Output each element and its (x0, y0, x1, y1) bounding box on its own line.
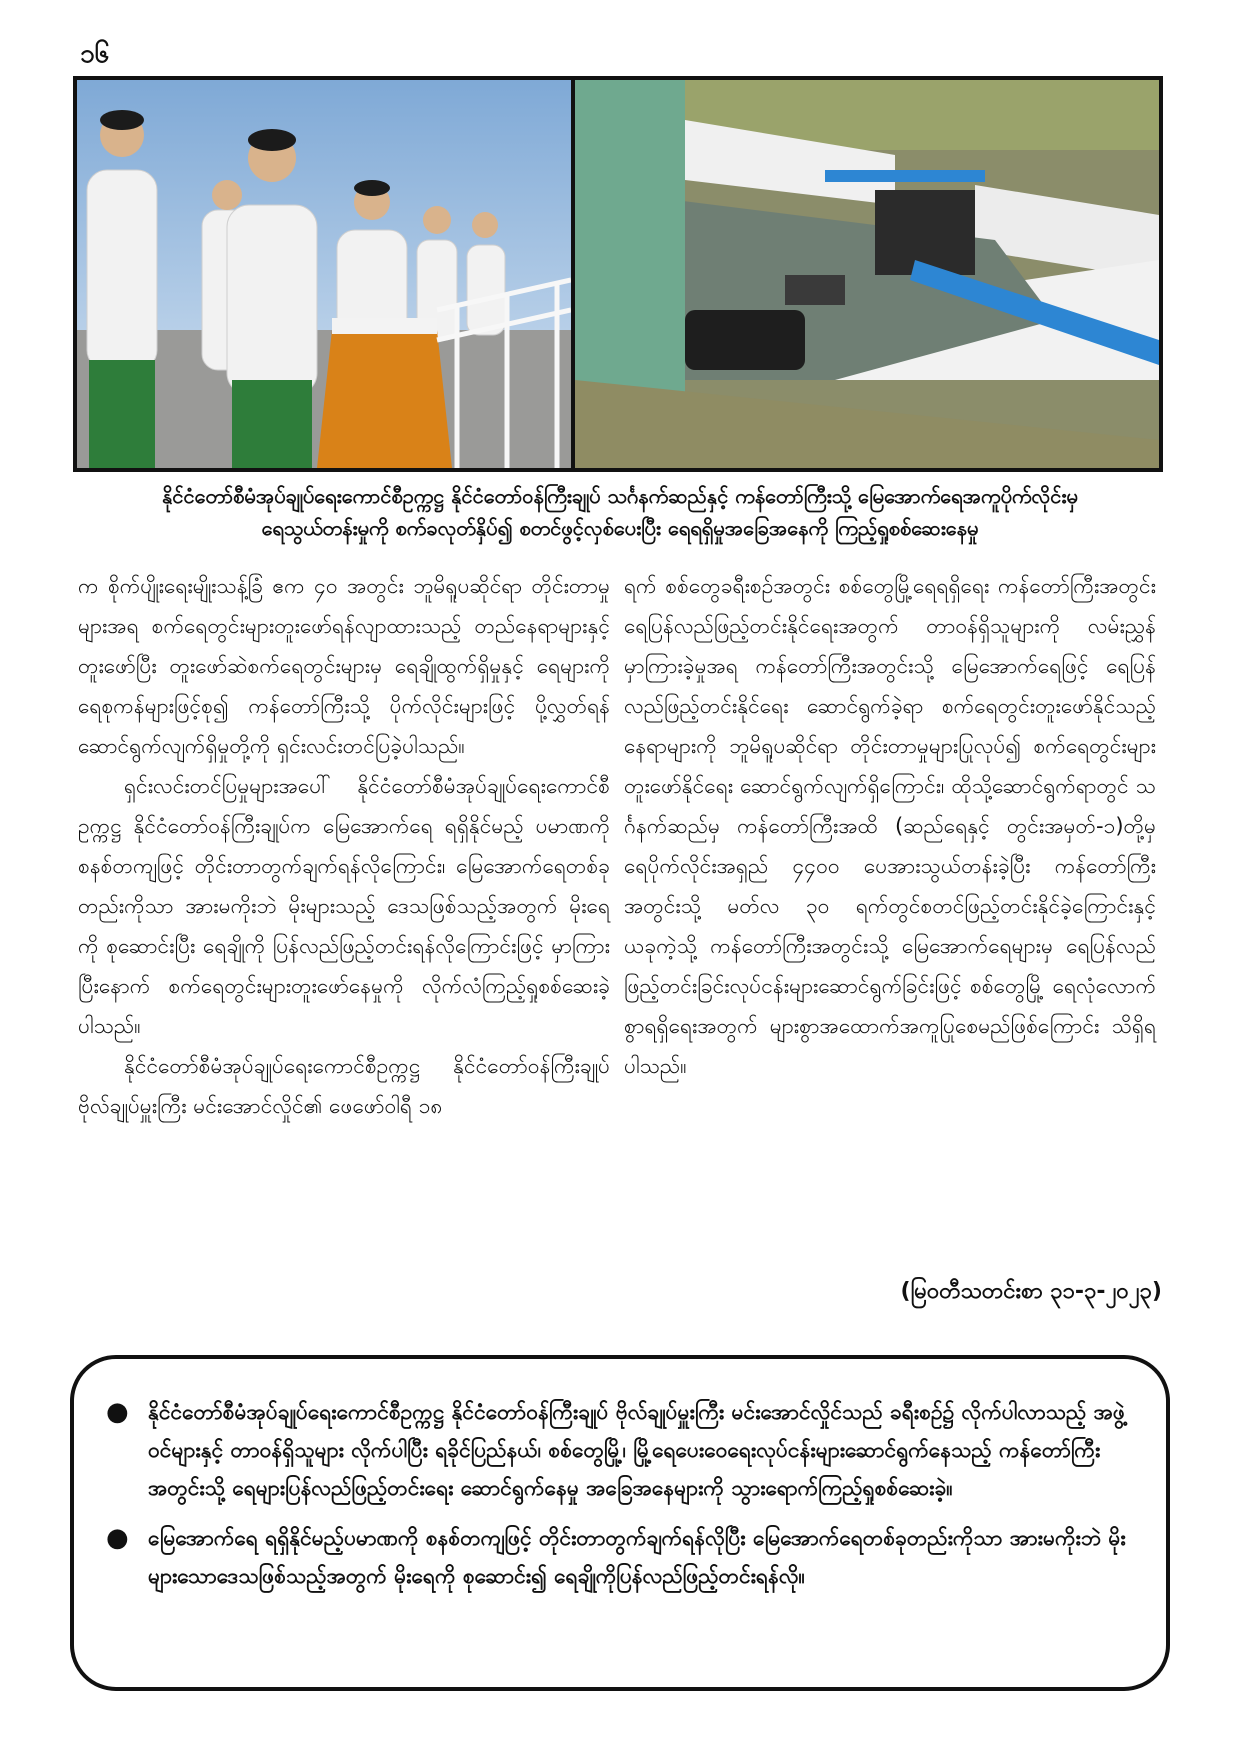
photo-frame (73, 76, 1163, 472)
article-column-right (624, 566, 1156, 1086)
article-paragraph: ရှင်းလင်းတင်ပြမှုများအပေါ် နိုင်ငံတော်စီမံအုပ်ချုပ်ရေးကောင်စီဥက္ကဋ္ဌ နိုင်ငံတော်ဝန်ကြီးချုပ်က မြေအောက်ရေ ရရှိနိုင်မည့် ပမာဏကို စနစ်တကျဖြင့် တိုင်းတာတွက်ချက်ရန်လိုကြောင်း၊ မြေအောက်ရေတစ်ခုတည်းကိုသာ အားမကိုးဘဲ မိုးများသည့် ဒေသဖြစ်သည့်အတွက် မိုးရေကို စုဆောင်းပြီး ရေချိုကို ပြန်လည်ဖြည့်တင်းရန်လိုကြောင်းဖြင့် မှာကြားပြီးနောက် စက်ရေတွင်းများတူးဖော်နေမှုကို လိုက်လံကြည့်ရှုစစ်ဆေးခဲ့ပါသည်။ (78, 774, 610, 1038)
summary-item-text: နိုင်ငံတော်စီမံအုပ်ချုပ်ရေးကောင်စီဥက္ကဋ္ဌ နိုင်ငံတော်ဝန်ကြီးချုပ် ဗိုလ်ချုပ်မှူးကြီး မင်းအောင်လှိုင်သည် ခရီးစဉ်၌ လိုက်ပါလာသည့် အဖွဲ့ဝင်များနှင့် တာဝန်ရှိသူများ လိုက်ပါပြီး ရခိုင်ပြည်နယ်၊ စစ်တွေမြို့၊ မြို့ရေပေးဝေရေးလုပ်ငန်းများဆောင်ရွက်နေသည့် ကန်တော်ကြီးအတွင်းသို့ ရေများပြန်လည်ဖြည့်တင်းရေး ဆောင်ရွက်နေမှု အခြေအနေများကို သွားရောက်ကြည့်ရှုစစ်ဆေးခဲ့။ (148, 1400, 1125, 1500)
bullet-icon: ● (106, 1397, 129, 1427)
article-column-left (78, 566, 610, 1126)
photo-right (575, 80, 1159, 468)
article-paragraph: ရက် စစ်တွေခရီးစဉ်အတွင်း စစ်တွေမြို့ရေရရှိရေး ကန်တော်ကြီးအတွင်း ရေပြန်လည်ဖြည့်တင်းနိုင်ရေးအတွက် တာဝန်ရှိသူများကို လမ်းညွှန်မှာကြားခဲ့မှုအရ ကန်တော်ကြီးအတွင်းသို့ မြေအောက်ရေဖြင့် ရေပြန်လည်ဖြည့်တင်းနိုင်ရေး ဆောင်ရွက်ခဲ့ရာ စက်ရေတွင်းတူးဖော်နိုင်သည့်နေရာများကို ဘူမိရူပဆိုင်ရာ တိုင်းတာမှုများပြုလုပ်၍ စက်ရေတွင်းများတူးဖော်နိုင်ရေး ဆောင်ရွက်လျက်ရှိကြောင်း၊ ထိုသို့ဆောင်ရွက်ရာတွင် သင်္ဂနက်ဆည်မှ ကန်တော်ကြီးအထိ (ဆည်ရေနှင့် တွင်းအမှတ်-၁)တို့မှ ရေပိုက်လိုင်းအရှည် ၄၄၀၀ ပေအားသွယ်တန်းခဲ့ပြီး ကန်တော်ကြီးအတွင်းသို့ မတ်လ ၃၀ ရက်တွင်စတင်ဖြည့်တင်းနိုင်ခဲ့ကြောင်းနှင့် ယခုကဲ့သို့ ကန်တော်ကြီးအတွင်းသို့ မြေအောက်ရေများမှ ရေပြန်လည်ဖြည့်တင်းခြင်းလုပ်ငန်းများဆောင်ရွက်ခြင်းဖြင့် စစ်တွေမြို့ ရေလုံလောက်စွာရရှိရေးအတွက် များစွာအထောက်အကူပြုစေမည်ဖြစ်ကြောင်း သိရှိရပါသည်။ (624, 574, 1156, 1078)
summary-item (98, 1519, 1138, 1595)
bullet-icon: ● (106, 1523, 129, 1553)
summary-list (98, 1393, 1138, 1607)
photo-caption (90, 480, 1150, 544)
article-paragraph: က စိုက်ပျိုးရေးမျိုးသန့်ခြံ ဧက ၄၀ အတွင်း ဘူမိရူပဆိုင်ရာ တိုင်းတာမှုများအရ စက်ရေတွင်းများတူးဖော်ရန်လျာထားသည့် တည်နေရာများနှင့် တူးဖော်ပြီး တူးဖော်ဆဲစက်ရေတွင်းများမှ ရေချိုထွက်ရှိမှုနှင့် ရေများကိုရေစုကန်များဖြင့်စု၍ ကန်တော်ကြီးသို့ ပိုက်လိုင်းများဖြင့် ပို့လွှတ်ရန် ဆောင်ရွက်လျက်ရှိမှုတို့ကို ရှင်းလင်းတင်ပြခဲ့ပါသည်။ (78, 574, 610, 758)
summary-box (70, 1355, 1170, 1691)
article-paragraph: နိုင်ငံတော်စီမံအုပ်ချုပ်ရေးကောင်စီဥက္ကဋ္ဌ နိုင်ငံတော်ဝန်ကြီးချုပ် ဗိုလ်ချုပ်မှူးကြီး မင်းအောင်လှိုင်၏ ဖေဖော်ဝါရီ ၁၈ (78, 1054, 610, 1118)
page-number: ၁၆ (80, 39, 110, 69)
summary-item-text: မြေအောက်ရေ ရရှိနိုင်မည့်ပမာဏကို စနစ်တကျဖြင့် တိုင်းတာတွက်ချက်ရန်လိုပြီး မြေအောက်ရေတစ်ခုတည်းကိုသာ အားမကိုးဘဲ မိုးများသောဒေသဖြစ်သည့်အတွက် မိုးရေကို စုဆောင်း၍ ရေချိုကိုပြန်လည်ဖြည့်တင်းရန်လို။ (148, 1526, 1126, 1588)
photo-left (77, 80, 571, 468)
caption-line-1: နိုင်ငံတော်စီမံအုပ်ချုပ်ရေးကောင်စီဥက္ကဋ္ဌ နိုင်ငံတော်ဝန်ကြီးချုပ် သင်္ဂနက်ဆည်နှင့် ကန်တော်ကြီးသို့ မြေအောက်ရေအကူပိုက်လိုင်းမှ (162, 484, 1078, 508)
caption-line-2: ရေသွယ်တန်းမှုကို စက်ခလုတ်နှိပ်၍ စတင်ဖွင့်လှစ်ပေးပြီး ရေရရှိမှုအခြေအနေကို ကြည့်ရှုစစ်ဆေးနေမှု (261, 516, 979, 540)
article-source: (မြဝတီသတင်းစာ ၃၁-၃-၂၀၂၃) (900, 1279, 1162, 1304)
summary-item (98, 1393, 1138, 1507)
